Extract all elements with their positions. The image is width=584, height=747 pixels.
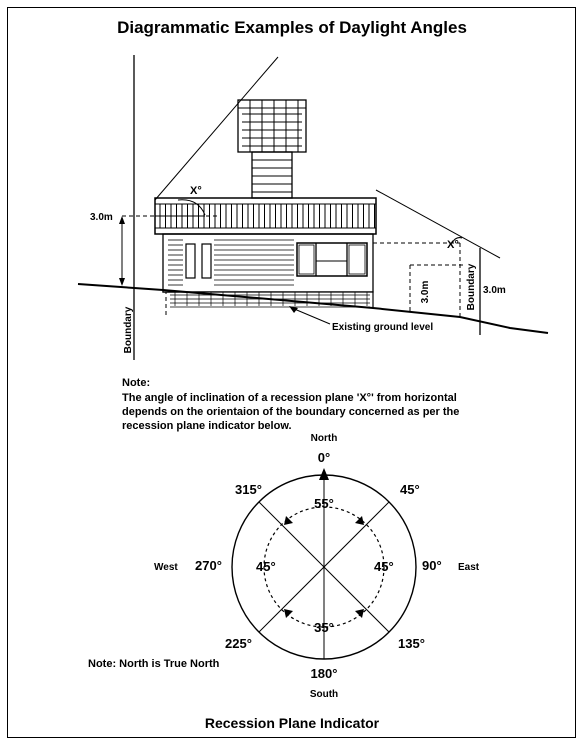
- note-body: The angle of inclination of a recession plane 'X°' from horizontal depends on the orientaion of the boundary concerned as per the recession plane indicator below.: [122, 392, 460, 432]
- compass-west-label: West: [154, 562, 178, 573]
- north-arrow-icon: [319, 468, 329, 480]
- compass-deg-270: 270°: [195, 558, 222, 573]
- arrow-nw-icon: [284, 516, 293, 525]
- left-recession-plane: [155, 57, 278, 200]
- right-recession-plane: [376, 190, 500, 258]
- left-window-1: [186, 244, 195, 278]
- page-title: Diagrammatic Examples of Daylight Angles: [117, 18, 467, 37]
- compass-deg-315: 315°: [235, 482, 262, 497]
- house-elevation: [78, 55, 548, 360]
- compass-inner-left: 45°: [256, 559, 276, 574]
- compass-deg-45: 45°: [400, 482, 420, 497]
- compass-inner-top: 55°: [314, 496, 334, 511]
- compass-deg-0: 0°: [317, 450, 331, 465]
- arrow-ne-icon: [355, 516, 364, 525]
- ground-leader: [292, 308, 330, 324]
- left-angle-label: X°: [190, 185, 202, 197]
- chimney-stack: [252, 152, 292, 198]
- mid-height-label: 3.0m: [420, 280, 431, 304]
- arrow-sw-icon: [284, 609, 293, 618]
- compass-deg-225: 225°: [225, 636, 252, 651]
- left-window-2: [202, 244, 211, 278]
- compass-south-label: South: [309, 689, 339, 700]
- compass-deg-180: 180°: [310, 666, 338, 681]
- north-note: Note: North is True North: [88, 658, 220, 670]
- footer-title: Recession Plane Indicator: [204, 715, 380, 731]
- left-boundary-label: Boundary: [123, 306, 134, 354]
- compass-inner-right: 45°: [374, 559, 394, 574]
- compass-north-label: North: [310, 433, 338, 444]
- compass-inner-bottom: 35°: [314, 620, 334, 635]
- note-heading: Note:: [122, 377, 151, 389]
- right-height-label: 3.0m: [483, 285, 506, 296]
- ground-label: Existing ground level: [332, 322, 434, 333]
- compass-deg-135: 135°: [398, 636, 425, 651]
- compass-east-label: East: [458, 562, 480, 573]
- compass-deg-90: 90°: [422, 558, 442, 573]
- arrow-se-icon: [355, 609, 364, 618]
- right-boundary-label: Boundary: [466, 263, 477, 311]
- left-height-label: 3.0m: [90, 212, 113, 223]
- right-window: [297, 243, 367, 276]
- right-angle-label: X°: [447, 239, 459, 251]
